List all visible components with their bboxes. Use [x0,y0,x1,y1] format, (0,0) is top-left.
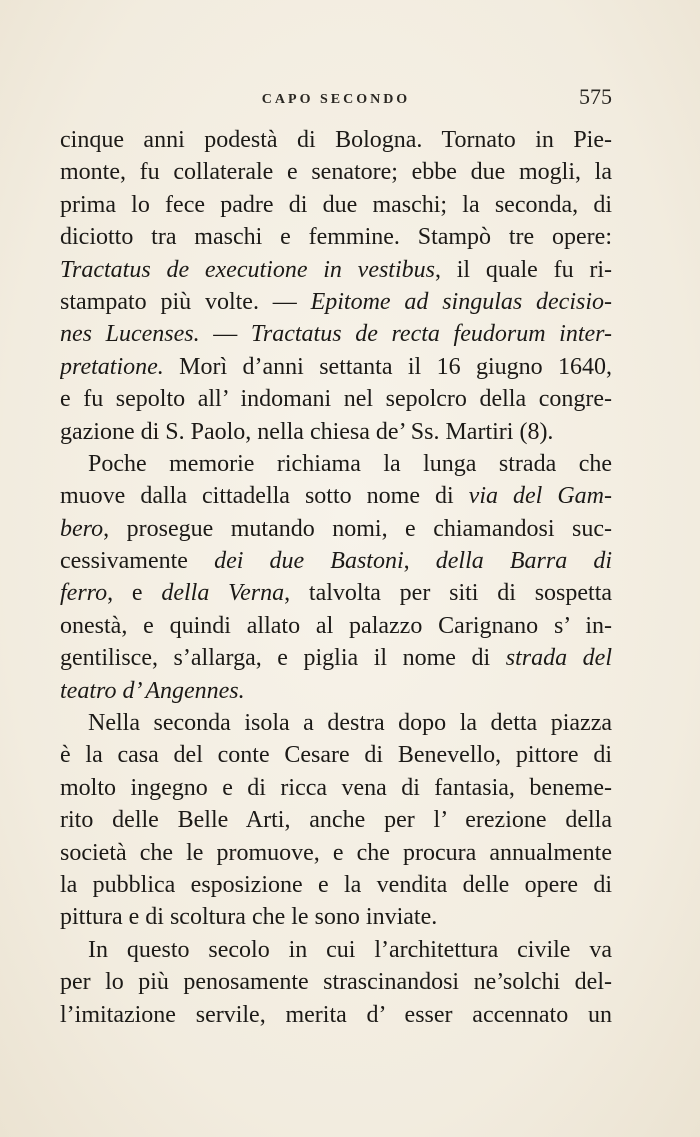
text-segment: , talvolta per siti di sospetta [284,580,612,607]
italic-text: nes Lucenses. [60,321,200,348]
page-number: 575 [579,84,612,109]
text-line [60,901,612,933]
text-segment: la pubblica esposizione e la vendita delle opere di [60,871,612,898]
text-line [60,480,612,512]
text-segment: gazione di S. Paolo, nella chiesa de’ Ss. Martiri (8). [60,418,554,445]
text-line [60,189,612,221]
text-segment: , prosegue mutando nomi, e chiamandosi suc- [103,515,612,542]
text-line [60,642,612,674]
text-segment: onestà, e quindi allato al palazzo Carignano s’ in- [60,612,612,639]
italic-text: bero [60,515,104,542]
text-segment: In questo secolo in cui l’architettura civile va [88,936,612,963]
italic-text: Epitome ad singulas decisio- [310,288,612,315]
text-segment: — [199,321,251,348]
text-line [60,739,612,771]
italic-text: via del Gam- [468,483,612,510]
text-line [60,545,612,577]
text-segment: , e [107,580,162,607]
text-segment: l’imitazione servile, merita d’ esser accennato un [60,1001,612,1028]
text-segment: monte, fu collaterale e senatore; ebbe due mogli, la [60,159,612,186]
text-line [60,869,612,901]
text-line [60,675,612,707]
text-segment: stampato più volte. — [60,288,311,315]
text-segment: diciotto tra maschi e femmine. Stampò tre opere: [60,224,612,251]
text-line [60,837,612,869]
text-segment: è la casa del conte Cesare di Benevello, pittore di [60,742,612,769]
text-line [60,772,612,804]
text-line [60,383,612,415]
text-line [60,416,612,448]
text-line [60,156,612,188]
text-line [60,966,612,998]
text-segment: e fu sepolto all’ indomani nel sepolcro della congre- [60,386,612,413]
text-segment: Morì d’anni settanta il 16 giugno 1640, [163,353,612,380]
text-segment: prima lo fece padre di due maschi; la seconda, di [60,191,612,218]
text-segment: rito delle Belle Arti, anche per l’ erezione della [60,807,612,834]
text-line [60,318,612,350]
text-segment: cinque anni podestà di Bologna. Tornato in Pie- [60,127,612,153]
text-segment: , [403,548,436,575]
text-segment: società che le promuove, e che procura annualmente [60,839,612,866]
italic-text: Tractatus de recta feudorum inter- [250,321,612,348]
text-segment: molto ingegno e di ricca vena di fantasia, beneme- [60,774,612,801]
running-head [60,84,612,114]
running-title: CAPO SECONDO [261,92,411,107]
text-line [60,286,612,318]
italic-text: ferro [60,580,108,607]
text-line [60,804,612,836]
text-line [60,124,612,156]
text-segment: , il quale fu ri- [434,256,612,283]
italic-text: della Barra di [435,548,612,575]
text-line [60,448,612,480]
text-line [60,934,612,966]
text-segment: pittura e di scoltura che le sono inviate. [60,904,438,931]
text-segment: gentilisce, s’allarga, e piglia il nome di [60,645,506,672]
italic-text: dei due Bastoni [214,548,404,575]
text-line [60,221,612,253]
italic-text: della Verna [161,580,285,607]
text-segment: cessivamente [60,548,215,575]
text-segment: Nella seconda isola a destra dopo la detta piazza [88,710,612,737]
body-text [60,124,612,1031]
text-line [60,707,612,739]
text-segment: muove dalla cittadella sotto nome di [60,483,469,510]
text-line [60,254,612,286]
text-line [60,351,612,383]
text-segment: per lo più penosamente strascinandosi ne’solchi del- [60,969,612,996]
italic-text: strada del [505,645,612,672]
text-line [60,610,612,642]
italic-text: pretatione. [60,353,164,380]
italic-text: Tractatus de executione in vestibus [60,256,435,283]
text-line [60,513,612,545]
italic-text: teatro d’ Angennes. [60,677,245,704]
text-segment: Poche memorie richiama la lunga strada che [88,450,612,477]
text-line [60,577,612,609]
text-line [60,999,612,1031]
